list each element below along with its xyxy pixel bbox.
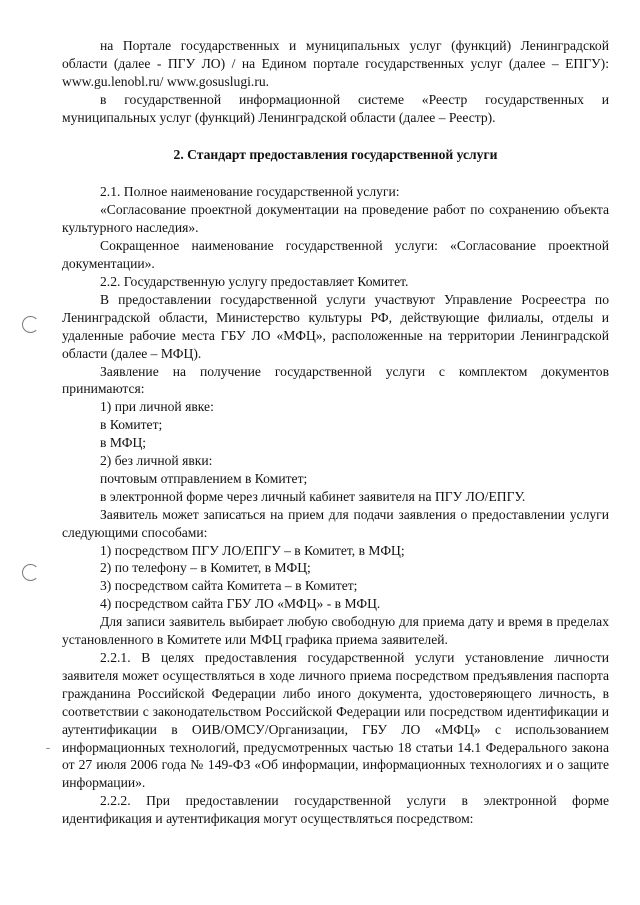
section-body [62,183,609,828]
body-paragraph: в электронной форме через личный кабинет заявителя на ПГУ ЛО/ЕПГУ. [100,488,526,504]
body-paragraph: Заявление на получение государственной услуги с комплектом документов принимаются: [62,363,609,397]
body-paragraph: в МФЦ; [100,435,147,451]
scan-mark [46,748,50,749]
body-paragraph: 1) посредством ПГУ ЛО/ЕПГУ – в Комитет, в МФЦ; [100,542,405,558]
body-paragraph: в Комитет; [100,417,163,433]
punch-hole-mark-lower [22,564,39,581]
body-paragraph: Сокращенное наименование государственной услуги: «Согласование проектной документации». [62,238,609,272]
body-paragraph: 2.1. Полное наименование государственной услуги: [100,184,400,200]
body-paragraph: 2.2. Государственную услугу предоставляет Комитет. [100,273,409,289]
body-paragraph: Для записи заявитель выбирает любую свободную для приема дату и время в пределах установленного в Комитете или МФЦ графика приема заявителей. [62,614,609,648]
body-paragraph: 4) посредством сайта ГБУ ЛО «МФЦ» - в МФЦ. [100,596,381,612]
body-paragraph: 2.2.2. При предоставлении государственной услуги в электронной форме идентификация и аутентификация могут осуществляться посредством: [62,793,609,827]
body-paragraph: В предоставлении государственной услуги участвуют Управление Росреестра по Ленинградской области, Министерство культуры РФ, действующие филиалы, отделы и удаленные рабочие места ГБУ ЛО «МФЦ», расположенные на территории Ленинградской области (далее – МФЦ). [62,291,609,361]
body-paragraph: 2) без личной явки: [100,453,213,469]
top-paragraph-2: в государственной информационной системе «Реестр государственных и муниципальных услуг (функций) Ленинградской области (далее – Реестр). [62,91,609,125]
top-paragraph-1: на Порталe государственных и муниципальных услуг (функций) Ленинградской области (далее - ПГУ ЛО) / на Едином портале государственных услуг (далее – ЕПГУ): www.gu.lenobl.ru/ www.gosuslugi.ru. [62,38,609,89]
section-title: 2. Стандарт предоставления государственной услуги [173,146,498,162]
punch-hole-mark-upper [22,316,39,333]
body-paragraph: «Согласование проектной документации на проведение работ по сохранению объекта культурного наследия». [62,202,609,236]
body-paragraph: 1) при личной явке: [100,399,214,415]
body-paragraph: почтовым отправлением в Комитет; [100,470,308,486]
body-paragraph: Заявитель может записаться на прием для подачи заявления о предоставлении услуги следующими способами: [62,506,609,540]
body-paragraph: 2) по телефону – в Комитет, в МФЦ; [100,560,311,576]
body-paragraph: 3) посредством сайта Комитета – в Комитет; [100,578,358,594]
document-text [62,37,609,828]
body-paragraph: 2.2.1. В целях предоставления государственной услуги установление личности заявителя может осуществляться в ходе личного приема посредством предъявления паспорта гражданина Российской Федерации либо иного документа, удостоверяющего личность, в соответствии с законодательством Российской Федерации или посредством идентификации и аутентификации в ОИВ/ОМСУ/Организации, ГБУ ЛО «МФЦ» с использованием информационных технологий, предусмотренных частью 18 статьи 14.1 Федерального закона от 27 июля 2006 года № 149-ФЗ «Об информации, информационных технологиях и о защите информации». [62,650,609,791]
